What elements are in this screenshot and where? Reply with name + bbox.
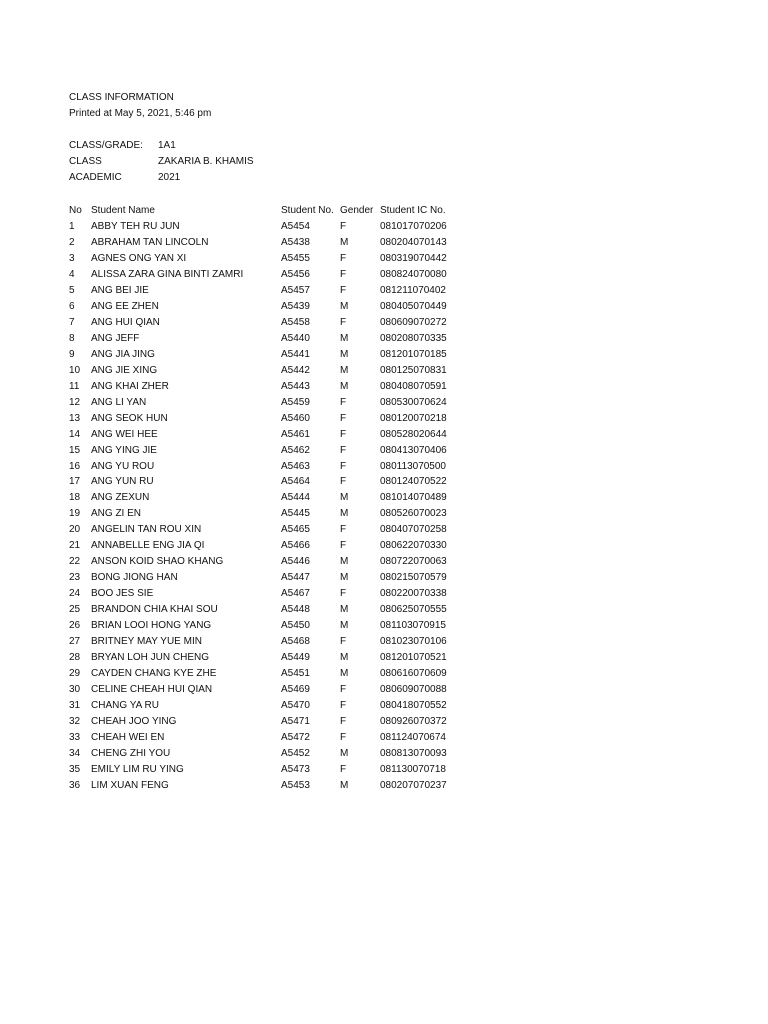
row-no: 33: [69, 731, 81, 743]
student-name: ANG JEFF: [91, 332, 140, 344]
student-name: CHEAH JOO YING: [91, 716, 177, 727]
row-no: 3: [69, 252, 75, 264]
row-no: 26: [69, 620, 81, 632]
student-ic: 080215070579: [380, 572, 447, 584]
row-no: 30: [69, 684, 81, 696]
student-no: A5463: [281, 460, 310, 472]
student-ic: 081103070915: [380, 620, 446, 632]
student-ic: 080405070449: [380, 300, 447, 312]
student-no: A5450: [281, 620, 310, 632]
student-ic: 080120070218: [380, 412, 447, 424]
gender: F: [340, 636, 347, 648]
student-name: ALISSA ZARA GINA BINTI ZAMRI: [91, 268, 244, 280]
header-student-name: Student Name: [91, 205, 155, 216]
student-no: A5446: [281, 556, 310, 568]
row-no: 21: [69, 540, 81, 552]
student-ic: 080824070080: [380, 268, 447, 280]
gender: M: [340, 236, 349, 248]
student-no: A5447: [281, 572, 310, 584]
class-info-block: [69, 140, 329, 188]
class-grade-row: [69, 140, 329, 156]
student-no: A5459: [281, 396, 310, 408]
student-no: A5457: [281, 284, 310, 296]
row-no: 10: [69, 364, 81, 376]
student-no: A5458: [281, 316, 310, 328]
row-no: 27: [69, 636, 81, 648]
student-ic: 081017070206: [380, 220, 447, 232]
gender: F: [340, 268, 347, 280]
student-name: ANG YING JIE: [91, 444, 157, 456]
gender: M: [340, 508, 349, 520]
student-ic: 080625070555: [380, 604, 447, 616]
student-no: A5471: [281, 716, 310, 727]
student-name: AGNES ONG YAN XI: [91, 252, 187, 264]
gender: M: [340, 572, 349, 584]
row-no: 11: [69, 380, 80, 392]
row-no: 4: [69, 268, 75, 280]
student-name: EMILY LIM RU YING: [91, 763, 184, 775]
academic-year-row: [69, 172, 329, 188]
row-no: 18: [69, 492, 81, 504]
class-grade-label: CLASS/GRADE:: [69, 140, 143, 151]
student-no: A5451: [281, 668, 310, 680]
student-name: BRANDON CHIA KHAI SOU: [91, 604, 218, 616]
gender: F: [340, 588, 347, 600]
student-name: ANNABELLE ENG JIA QI: [91, 540, 205, 552]
row-no: 15: [69, 444, 81, 456]
gender: M: [340, 332, 349, 344]
row-no: 17: [69, 476, 81, 488]
gender: F: [340, 763, 347, 775]
gender: M: [340, 779, 349, 791]
student-no: A5443: [281, 380, 310, 392]
class-teacher-row: [69, 156, 329, 172]
student-name: BOO JES SIE: [91, 588, 154, 600]
student-no: A5467: [281, 588, 310, 600]
student-ic: 081211070402: [380, 284, 446, 296]
student-no: A5440: [281, 332, 310, 344]
student-name: BRYAN LOH JUN CHENG: [91, 652, 209, 664]
student-ic: 080113070500: [380, 460, 446, 472]
gender: M: [340, 652, 349, 664]
row-no: 6: [69, 300, 75, 312]
gender: F: [340, 731, 347, 743]
row-no: 24: [69, 588, 81, 600]
student-no: A5448: [281, 604, 310, 616]
student-name: ANSON KOID SHAO KHANG: [91, 556, 224, 568]
student-ic: 081023070106: [380, 636, 447, 648]
student-ic: 080413070406: [380, 444, 447, 456]
row-no: 5: [69, 284, 75, 296]
student-no: A5469: [281, 684, 310, 696]
student-ic: 080204070143: [380, 236, 447, 248]
gender: M: [340, 620, 349, 632]
student-name: ANG KHAI ZHER: [91, 380, 169, 392]
row-no: 28: [69, 652, 81, 664]
student-no: A5470: [281, 700, 310, 712]
student-ic: 081201070521: [380, 652, 447, 664]
student-no: A5462: [281, 444, 310, 456]
row-no: 19: [69, 508, 81, 520]
gender: F: [340, 284, 347, 296]
gender: M: [340, 604, 349, 616]
student-ic: 080418070552: [380, 700, 447, 712]
student-ic: 080609070272: [380, 316, 447, 328]
student-no: A5438: [281, 236, 310, 248]
student-name: CELINE CHEAH HUI QIAN: [91, 684, 213, 696]
student-no: A5456: [281, 268, 310, 280]
student-name: ANG SEOK HUN: [91, 412, 168, 424]
student-no: A5445: [281, 508, 310, 520]
student-name: BONG JIONG HAN: [91, 572, 178, 584]
student-ic: 080207070237: [380, 779, 447, 791]
gender: F: [340, 716, 347, 727]
student-ic: 080407070258: [380, 524, 447, 536]
class-grade-value: 1A1: [158, 140, 176, 151]
row-no: 25: [69, 604, 81, 616]
row-no: 31: [69, 700, 81, 712]
student-ic: 080609070088: [380, 684, 447, 696]
student-ic: 081130070718: [380, 763, 446, 775]
row-no: 22: [69, 556, 81, 568]
row-no: 35: [69, 763, 81, 775]
student-ic: 080220070338: [380, 588, 447, 600]
header-no: No: [69, 205, 82, 216]
student-no: A5466: [281, 540, 310, 552]
row-no: 20: [69, 524, 81, 536]
student-ic: 080622070330: [380, 540, 447, 552]
gender: F: [340, 412, 347, 424]
gender: F: [340, 540, 347, 552]
student-ic: 080813070093: [380, 747, 447, 759]
gender: F: [340, 252, 347, 264]
student-name: CHANG YA RU: [91, 700, 159, 712]
student-no: A5464: [281, 476, 310, 488]
student-name: ANG YUN RU: [91, 476, 154, 488]
document-title: CLASS INFORMATION: [69, 92, 174, 103]
gender: F: [340, 524, 347, 536]
student-ic: 080530070624: [380, 396, 447, 408]
student-name: BRITNEY MAY YUE MIN: [91, 636, 202, 648]
row-no: 13: [69, 412, 81, 424]
academic-year-value: 2021: [158, 172, 181, 183]
student-name: ANG LI YAN: [91, 396, 147, 408]
gender: M: [340, 668, 349, 680]
student-ic: 080926070372: [380, 716, 447, 727]
student-name: BRIAN LOOI HONG YANG: [91, 620, 212, 632]
student-ic: 080616070609: [380, 668, 447, 680]
student-name: LIM XUAN FENG: [91, 779, 169, 791]
gender: F: [340, 444, 347, 456]
student-name: ABBY TEH RU JUN: [91, 220, 180, 232]
student-name: ANG BEI JIE: [91, 284, 149, 296]
gender: F: [340, 428, 347, 440]
student-name: ANG EE ZHEN: [91, 300, 159, 312]
student-name: ANGELIN TAN ROU XIN: [91, 524, 202, 536]
academic-year-label: ACADEMIC: [69, 172, 122, 183]
gender: F: [340, 476, 347, 488]
student-no: A5468: [281, 636, 310, 648]
student-name: ANG YU ROU: [91, 460, 155, 472]
student-no: A5472: [281, 731, 310, 743]
printed-timestamp: Printed at May 5, 2021, 5:46 pm: [69, 108, 212, 119]
student-ic: 080125070831: [380, 364, 447, 376]
gender: F: [340, 396, 347, 408]
gender: M: [340, 492, 349, 504]
student-name: ANG WEI HEE: [91, 428, 158, 440]
row-no: 12: [69, 396, 81, 408]
row-no: 34: [69, 747, 81, 759]
student-no: A5453: [281, 779, 310, 791]
gender: M: [340, 380, 349, 392]
student-ic: 080408070591: [380, 380, 447, 392]
row-no: 23: [69, 572, 81, 584]
gender: M: [340, 300, 349, 312]
student-ic: 081201070185: [380, 348, 447, 360]
row-no: 7: [69, 316, 75, 328]
student-no: A5449: [281, 652, 310, 664]
student-no: A5442: [281, 364, 310, 376]
student-name: CHENG ZHI YOU: [91, 747, 171, 759]
student-no: A5441: [281, 348, 310, 360]
student-ic: 080722070063: [380, 556, 447, 568]
student-name: ANG HUI QIAN: [91, 316, 160, 328]
student-no: A5454: [281, 220, 310, 232]
student-ic: 080124070522: [380, 476, 447, 488]
student-name: ANG ZI EN: [91, 508, 142, 520]
row-no: 9: [69, 348, 75, 360]
gender: F: [340, 316, 347, 328]
row-no: 1: [69, 220, 75, 232]
header-student-ic: Student IC No.: [380, 205, 446, 216]
gender: F: [340, 220, 347, 232]
gender: M: [340, 348, 349, 360]
gender: F: [340, 684, 347, 696]
row-no: 8: [69, 332, 75, 344]
class-teacher-value: ZAKARIA B. KHAMIS: [158, 156, 254, 167]
gender: F: [340, 700, 347, 712]
student-no: A5444: [281, 492, 310, 504]
student-name: ANG ZEXUN: [91, 492, 150, 504]
student-no: A5460: [281, 412, 310, 424]
row-no: 14: [69, 428, 81, 440]
student-ic: 081124070674: [380, 731, 446, 743]
header-student-no: Student No.: [281, 205, 334, 216]
student-name: ABRAHAM TAN LINCOLN: [91, 236, 209, 248]
gender: F: [340, 460, 347, 472]
student-ic: 080526070023: [380, 508, 447, 520]
student-ic: 080528020644: [380, 428, 447, 440]
gender: M: [340, 556, 349, 568]
student-no: A5465: [281, 524, 310, 536]
student-no: A5439: [281, 300, 310, 312]
student-no: A5473: [281, 763, 310, 775]
row-no: 2: [69, 236, 75, 248]
student-ic: 081014070489: [380, 492, 447, 504]
student-name: ANG JIA JING: [91, 348, 155, 360]
gender: M: [340, 364, 349, 376]
class-teacher-label: CLASS: [69, 156, 102, 167]
student-name: CHEAH WEI EN: [91, 731, 165, 743]
student-no: A5455: [281, 252, 310, 264]
row-no: 29: [69, 668, 81, 680]
header-gender: Gender: [340, 205, 374, 216]
row-no: 32: [69, 716, 81, 727]
row-no: 36: [69, 779, 81, 791]
gender: M: [340, 747, 349, 759]
student-no: A5452: [281, 747, 310, 759]
student-name: ANG JIE XING: [91, 364, 158, 376]
student-ic: 080208070335: [380, 332, 447, 344]
row-no: 16: [69, 460, 81, 472]
student-no: A5461: [281, 428, 310, 440]
student-name: CAYDEN CHANG KYE ZHE: [91, 668, 217, 680]
student-ic: 080319070442: [380, 252, 447, 264]
